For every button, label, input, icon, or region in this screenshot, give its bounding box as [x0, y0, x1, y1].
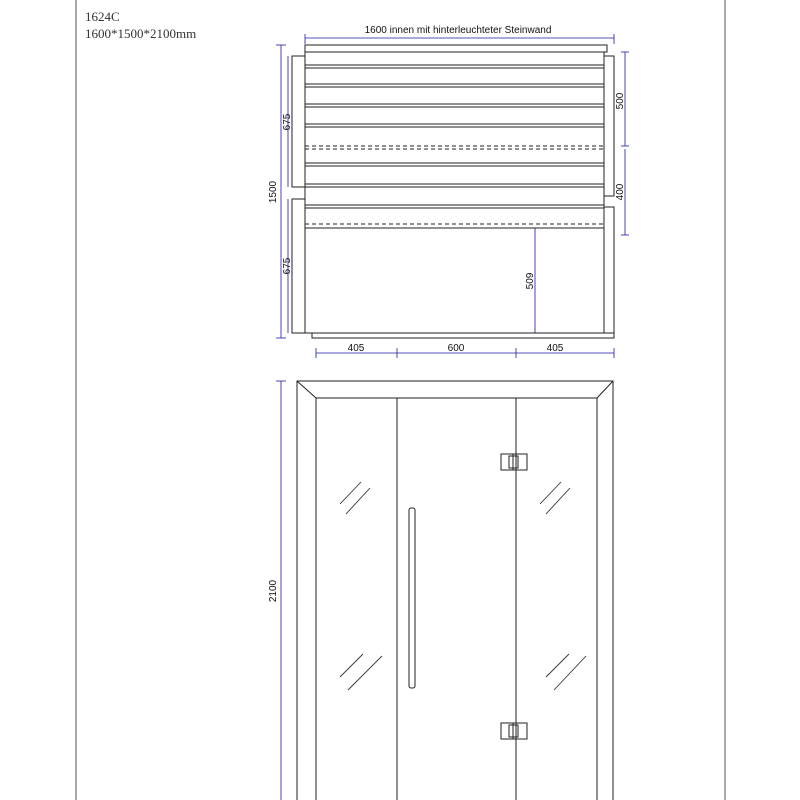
plan-left-post-upper — [292, 56, 305, 187]
plan-base — [312, 333, 614, 338]
model-number: 1624C — [85, 9, 120, 24]
front-mitre-left — [297, 381, 316, 398]
plan-right-post-lower — [604, 207, 614, 333]
front-inner-frame — [316, 398, 597, 800]
plan-left-upper-label: 675 — [282, 113, 293, 131]
plan-dimension-lines — [276, 34, 629, 358]
plan-top-bar — [305, 45, 607, 52]
plan-outline — [305, 52, 604, 333]
plan-bottom-left-label: 405 — [347, 343, 365, 354]
door-hinge-top — [501, 454, 527, 470]
plan-inner-height-label: 509 — [525, 272, 536, 290]
door-hinge-bottom — [501, 723, 527, 739]
plan-right-post-upper — [604, 56, 614, 196]
overall-dimensions: 1600*1500*2100mm — [85, 26, 197, 41]
front-height-label: 2100 — [268, 579, 279, 603]
plan-dashed-lines — [305, 146, 604, 224]
plan-right-middle-label: 400 — [615, 183, 626, 201]
front-mitre-right — [597, 381, 613, 398]
door-handle — [409, 508, 415, 688]
plan-left-lower-label: 675 — [282, 257, 293, 275]
plan-right-upper-label: 500 — [615, 92, 626, 110]
plan-depth-total-label: 1500 — [268, 180, 279, 204]
glass-reflections — [340, 482, 586, 690]
front-outer-frame — [297, 381, 613, 800]
front-view — [297, 381, 613, 800]
plan-left-post-lower — [292, 199, 305, 333]
plan-bottom-center-label: 600 — [447, 343, 465, 354]
plan-view — [292, 45, 614, 338]
plan-width-label: 1600 innen mit hinterleuchteter Steinwand — [364, 25, 552, 36]
plan-bottom-right-label: 405 — [546, 343, 564, 354]
